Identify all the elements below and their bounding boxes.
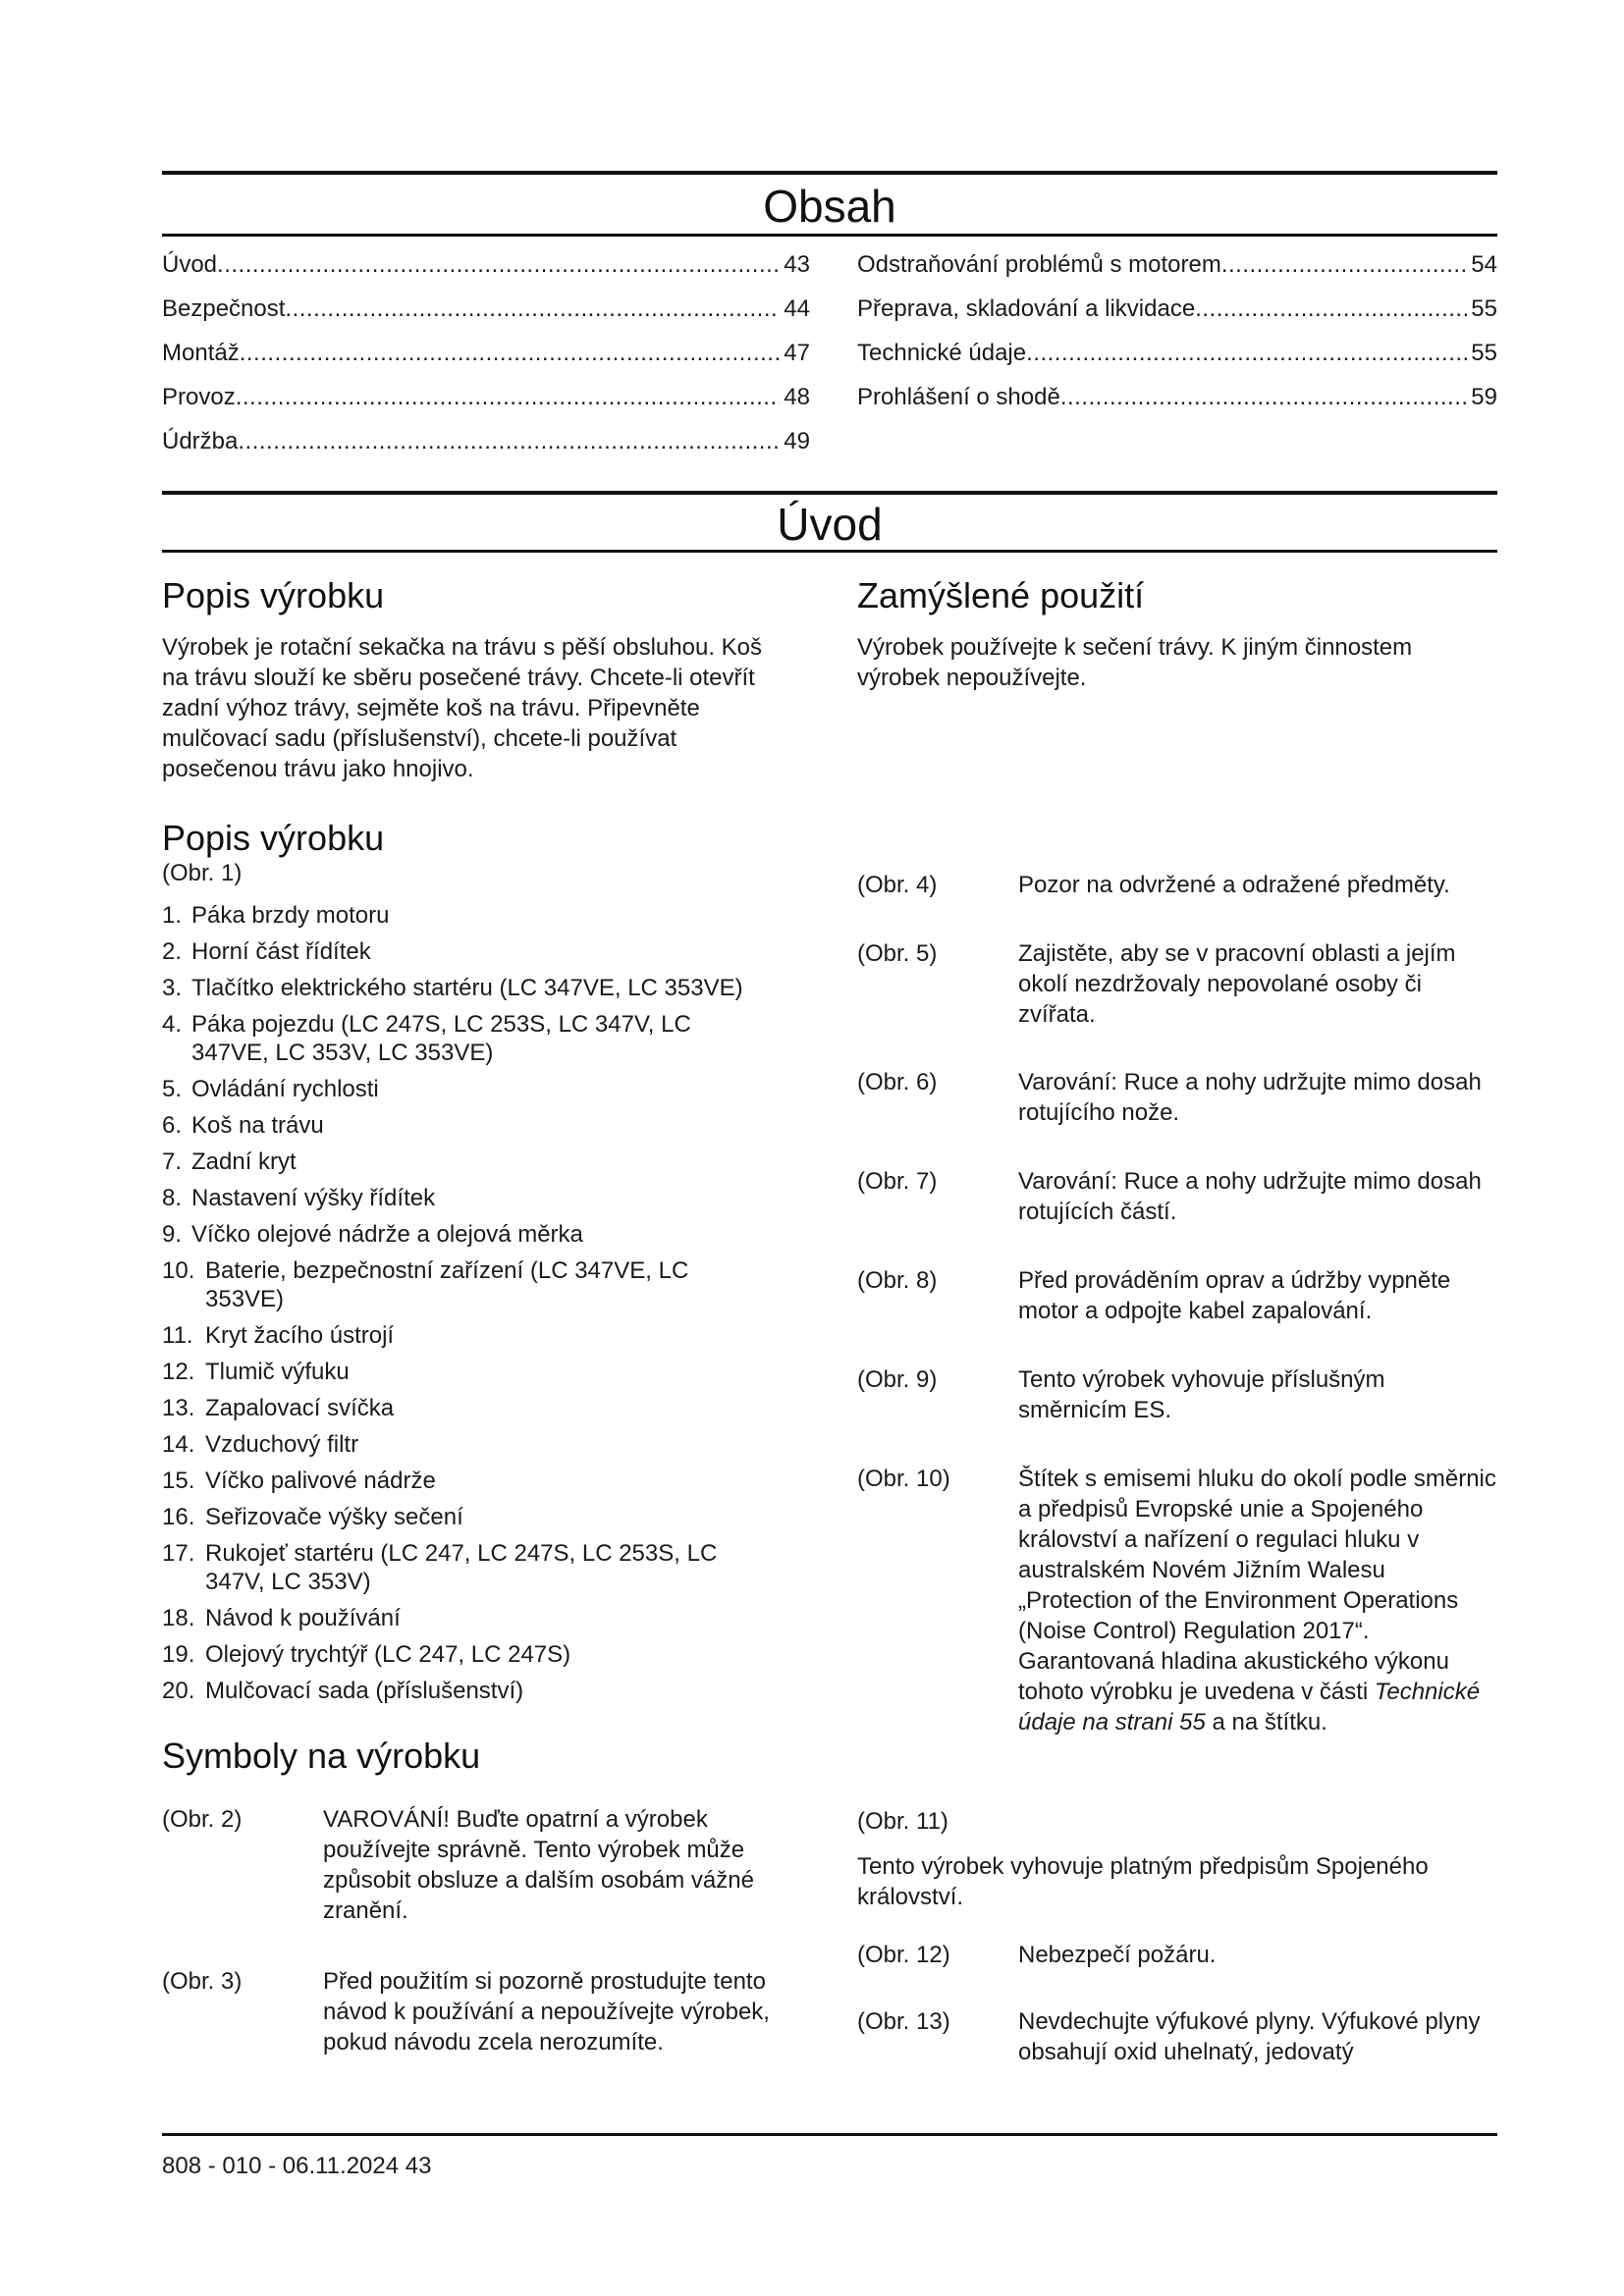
intro-rule: [162, 550, 1497, 553]
symbol-figure-ref: (Obr. 8): [857, 1267, 938, 1294]
list-item-text: Olejový trychtýř (LC 247, LC 247S): [205, 1641, 571, 1668]
symbol-description: Před prováděním oprav a údržby vypněte motor a odpojte kabel zapalování.: [1018, 1267, 1451, 1324]
toc-entry-page: 49: [784, 428, 810, 454]
toc-entry-page: 55: [1471, 340, 1497, 366]
list-item-text: Páka brzdy motoru: [191, 902, 390, 929]
symbol-description: Nebezpečí požáru.: [1018, 1942, 1217, 1968]
list-item-text: Baterie, bezpečnostní zařízení (LC 347VE, LC 353VE): [205, 1257, 689, 1312]
toc-entry-label: Odstraňování problémů s motorem: [857, 251, 1221, 278]
symbol-description-text: a na štítku.: [1205, 1709, 1327, 1735]
list-item-text: Tlačítko elektrického startéru (LC 347VE, LC 353VE): [191, 975, 743, 1001]
toc-leader: [285, 294, 780, 324]
list-item: [162, 1075, 810, 1103]
list-item: [162, 1430, 810, 1459]
list-item-number: 14.: [162, 1431, 195, 1458]
symbol-entry: [857, 1166, 1497, 1235]
toc-entry[interactable]: [162, 294, 810, 324]
list-item-text: Páka pojezdu (LC 247S, LC 253S, LC 347V, LC 347VE, LC 353V, LC 353VE): [191, 1011, 691, 1066]
symbol-figure-ref: (Obr. 6): [857, 1069, 938, 1095]
list-item-text: Seřizovače výšky sečení: [205, 1504, 463, 1530]
list-item-number: 6.: [162, 1112, 183, 1139]
toc-leader: [217, 250, 780, 280]
list-item-text: Rukojeť startéru (LC 247, LC 247S, LC 253S, LC 347V, LC 353V): [205, 1540, 718, 1595]
list-item-number: 11.: [162, 1322, 193, 1349]
symbol-entry: [857, 1940, 1497, 1979]
symbol-figure-ref: (Obr. 2): [162, 1806, 243, 1833]
toc-leader: [1026, 339, 1467, 368]
toc-entry[interactable]: [162, 250, 810, 280]
toc-leader: [240, 339, 781, 368]
list-item-number: 1.: [162, 902, 183, 929]
intro-top-rule: [162, 491, 1497, 495]
page-footer: 808 - 010 - 06.11.2024 43: [162, 2153, 432, 2179]
toc-title: Obsah: [763, 181, 896, 232]
symbol-description: Varování: Ruce a nohy udržujte mimo dosah rotujících částí.: [1018, 1168, 1482, 1225]
list-item: [162, 1539, 810, 1596]
list-item-number: 12.: [162, 1359, 195, 1385]
symbol-description-text: Štítek s emisemi hluku do okolí podle směrnic a předpisů Evropské unie a Spojeného království a nařízení o regulaci hluku v australském Novém Jižním Walesu „Protection of the Environment Operations (Noise Control) Regulation 2017“. Garantovaná hladina akustického výkonu tohoto výrobku je uvedena v části: [1018, 1466, 1496, 1705]
symbol-description: Nevdechujte výfukové plyny. Výfukové plyny obsahují oxid uhelnatý, jedovatý: [1018, 2008, 1481, 2065]
list-item-number: 10.: [162, 1257, 195, 1284]
symbol-description: Tento výrobek vyhovuje platným předpisům Spojeného království.: [857, 1853, 1429, 1910]
symbol-entry: [857, 1464, 1497, 1788]
symbol-entry: [857, 938, 1497, 1037]
symbol-figure-ref: (Obr. 13): [857, 2008, 950, 2035]
symbol-entry: [857, 2006, 1497, 2075]
toc-entry-page: 47: [784, 340, 810, 366]
symbol-entry: [857, 870, 1497, 909]
toc-rule: [162, 234, 1497, 237]
list-item-text: Návod k používání: [205, 1605, 401, 1631]
symbol-entry: [857, 1364, 1497, 1433]
product-description-text: Výrobek je rotační sekačka na trávu s pěší obsluhou. Koš na trávu slouží ke sběru posečené trávy. Chcete-li otevřít zadní výhoz trávy, sejměte koš na trávu. Připevněte mulčovací sadu (příslušenství), chcete-li používat posečenou trávu jako hnojivo.: [162, 634, 763, 782]
list-item-text: Zapalovací svíčka: [205, 1395, 395, 1421]
toc-leader: [1221, 250, 1467, 280]
toc-entry[interactable]: [857, 294, 1497, 324]
list-item: [162, 1148, 810, 1176]
list-item-number: 19.: [162, 1641, 195, 1668]
toc-entry-page: 54: [1471, 251, 1497, 278]
symbol-entry: [857, 1265, 1497, 1334]
cross-reference-link[interactable]: Technické údaje na strani 55: [1018, 1679, 1481, 1735]
list-item: [162, 1677, 810, 1705]
list-item-number: 7.: [162, 1148, 183, 1175]
list-item: [162, 1503, 810, 1531]
toc-entry-page: 48: [784, 384, 810, 410]
toc-entry[interactable]: [162, 383, 810, 412]
list-item-text: Víčko palivové nádrže: [205, 1468, 436, 1494]
symbol-description: VAROVÁNÍ! Buďte opatrní a výrobek používejte správně. Tento výrobek může způsobit obsluze a dalším osobám vážné zranění.: [323, 1806, 754, 1924]
toc-entry-label: Prohlášení o shodě: [857, 384, 1060, 410]
list-item: [162, 1640, 810, 1669]
list-item: [162, 1184, 810, 1212]
list-item: [162, 1394, 810, 1422]
list-item: [162, 937, 810, 966]
intended-use-text: Výrobek používejte k sečení trávy. K jiným činnostem výrobek nepoužívejte.: [857, 634, 1413, 691]
symbol-figure-ref: (Obr. 7): [857, 1168, 938, 1195]
list-item-number: 18.: [162, 1605, 195, 1631]
symbol-entry: [162, 1966, 800, 2074]
list-item: [162, 1111, 810, 1140]
list-item-number: 8.: [162, 1185, 183, 1211]
toc-left-column: [162, 250, 810, 471]
symbol-figure-ref: (Obr. 10): [857, 1466, 950, 1492]
intro-title: Úvod: [777, 499, 883, 550]
toc-entry-page: 59: [1471, 384, 1497, 410]
symbol-figure-ref: (Obr. 3): [162, 1968, 243, 1995]
toc-entry[interactable]: [857, 383, 1497, 412]
symbol-figure-ref: (Obr. 5): [857, 940, 938, 967]
list-item-text: Zadní kryt: [191, 1148, 297, 1175]
list-item: [162, 1321, 810, 1350]
list-item-text: Tlumič výfuku: [205, 1359, 350, 1385]
toc-entry[interactable]: [857, 250, 1497, 280]
list-item-number: 5.: [162, 1076, 183, 1102]
list-item: [162, 1010, 810, 1067]
toc-right-column: [857, 250, 1497, 427]
symbol-description: Zajistěte, aby se v pracovní oblasti a jejím okolí nezdržovaly nepovolané osoby či zvířata.: [1018, 940, 1456, 1028]
toc-entry-page: 55: [1471, 295, 1497, 322]
symbol-figure-ref: (Obr. 4): [857, 872, 938, 898]
parts-heading: Popis výrobku: [162, 818, 385, 858]
list-item-number: 3.: [162, 975, 183, 1001]
toc-entry-label: Úvod: [162, 251, 218, 278]
list-item-text: Nastavení výšky řídítek: [191, 1185, 436, 1211]
toc-entry-label: Montáž: [162, 340, 240, 366]
toc-entry-label: Přeprava, skladování a likvidace: [857, 295, 1196, 322]
symbol-description: [1018, 1464, 1497, 1737]
symbol-description: Varování: Ruce a nohy udržujte mimo dosah rotujícího nože.: [1018, 1069, 1482, 1126]
symbol-entry: [162, 1804, 800, 1942]
list-item-number: 4.: [162, 1011, 183, 1038]
list-item-number: 17.: [162, 1540, 195, 1567]
toc-entry[interactable]: [162, 427, 810, 456]
footer-rule: [162, 2133, 1497, 2136]
list-item-number: 15.: [162, 1468, 195, 1494]
top-rule: [162, 171, 1497, 175]
list-item-number: 9.: [162, 1221, 183, 1248]
intended-use-heading: Zamýšlené použití: [857, 575, 1145, 615]
parts-list: [162, 901, 810, 1713]
toc-entry-label: Technické údaje: [857, 340, 1027, 366]
toc-leader: [238, 427, 780, 456]
symbol-description: Před použitím si pozorně prostudujte tento návod k používání a nepoužívejte výrobek, pokud návodu zcela nerozumíte.: [323, 1968, 770, 2056]
list-item-text: Ovládání rychlosti: [191, 1076, 379, 1102]
list-item-text: Víčko olejové nádrže a olejová měrka: [191, 1221, 583, 1248]
parts-figure-ref: (Obr. 1): [162, 860, 243, 886]
list-item: [162, 1467, 810, 1495]
symbol-entry: [857, 1067, 1497, 1136]
toc-entry[interactable]: [857, 339, 1497, 368]
list-item: [162, 1220, 810, 1249]
toc-entry-label: Údržba: [162, 428, 239, 454]
symbols-heading: Symboly na výrobku: [162, 1735, 481, 1776]
list-item-text: Horní část řídítek: [191, 938, 371, 965]
toc-leader: [236, 383, 781, 412]
toc-entry-page: 44: [784, 295, 810, 322]
symbol-entry: [857, 1806, 1497, 1914]
list-item: [162, 1604, 810, 1632]
list-item: [162, 901, 810, 930]
symbol-description: Tento výrobek vyhovuje příslušným směrnicím ES.: [1018, 1366, 1385, 1423]
list-item-number: 2.: [162, 938, 183, 965]
toc-entry-label: Bezpečnost: [162, 295, 286, 322]
product-description-heading: Popis výrobku: [162, 575, 385, 615]
toc-leader: [1195, 294, 1467, 324]
list-item-number: 20.: [162, 1678, 195, 1704]
symbol-description: Pozor na odvržené a odražené předměty.: [1018, 872, 1450, 898]
list-item-text: Koš na trávu: [191, 1112, 324, 1139]
list-item-number: 13.: [162, 1395, 195, 1421]
list-item: [162, 1256, 810, 1313]
list-item-number: 16.: [162, 1504, 195, 1530]
list-item-text: Vzduchový filtr: [205, 1431, 359, 1458]
list-item-text: Mulčovací sada (příslušenství): [205, 1678, 524, 1704]
symbol-figure-ref: (Obr. 9): [857, 1366, 938, 1393]
toc-entry-label: Provoz: [162, 384, 236, 410]
symbol-figure-ref: (Obr. 12): [857, 1942, 950, 1968]
list-item-text: Kryt žacího ústrojí: [205, 1322, 395, 1349]
list-item: [162, 1358, 810, 1386]
toc-leader: [1060, 383, 1467, 412]
list-item: [162, 974, 810, 1002]
symbol-figure-ref: (Obr. 11): [857, 1808, 948, 1835]
toc-entry[interactable]: [162, 339, 810, 368]
toc-entry-page: 43: [784, 251, 810, 278]
